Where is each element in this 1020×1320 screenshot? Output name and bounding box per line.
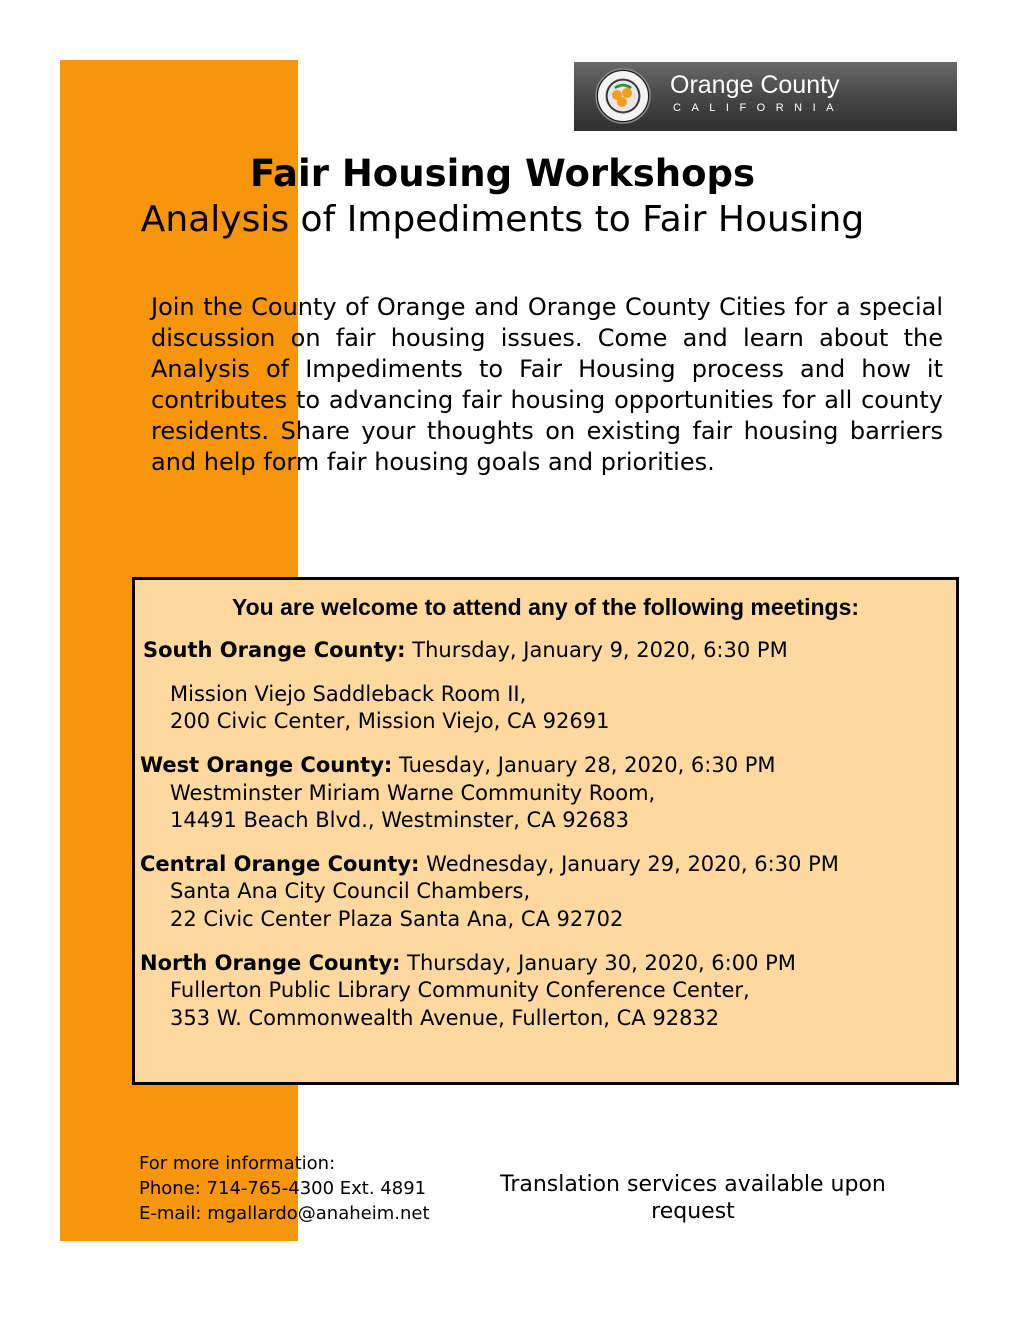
meeting-region: North Orange County:	[140, 951, 401, 975]
translation-note: Translation services available upon request	[500, 1172, 886, 1224]
contact-heading: For more information:	[139, 1153, 336, 1174]
county-seal-icon	[595, 68, 651, 124]
meetings-box	[132, 577, 959, 1085]
contact-info	[139, 1151, 430, 1226]
meeting-west-header	[140, 752, 776, 778]
meeting-address: 353 W. Commonwealth Avenue, Fullerton, CA 92832	[170, 1006, 720, 1030]
meeting-central-header	[140, 851, 839, 877]
logo-county-name: Orange County	[670, 71, 840, 99]
meeting-region: Central Orange County:	[140, 852, 420, 876]
page-subtitle: Analysis of Impediments to Fair Housing	[140, 199, 865, 240]
meeting-address: 22 Civic Center Plaza Santa Ana, CA 92702	[170, 907, 624, 931]
meeting-region: West Orange County:	[140, 753, 393, 777]
meetings-heading: You are welcome to attend any of the following meetings:	[231, 594, 860, 620]
meeting-datetime: Tuesday, January 28, 2020, 6:30 PM	[398, 753, 776, 777]
meeting-datetime: Thursday, January 30, 2020, 6:00 PM	[407, 951, 796, 975]
contact-email: E-mail: mgallardo@anaheim.net	[139, 1203, 430, 1224]
contact-phone: Phone: 714-765-4300 Ext. 4891	[139, 1178, 427, 1199]
intro-paragraph: Join the County of Orange and Orange County Cities for a special discussion on fair housing issues. Come and learn about the Analysis of Impediments to Fair Housing process and how it contributes to advancing fair housing opportunities for all county residents. Share your thoughts on existing fair housing barriers and help form fair housing goals and priorities.	[151, 293, 943, 476]
page-title: Fair Housing Workshops	[249, 152, 756, 195]
meeting-address: 14491 Beach Blvd., Westminster, CA 92683	[170, 808, 630, 832]
meeting-venue: Santa Ana City Council Chambers,	[170, 879, 531, 903]
meeting-south-header	[143, 637, 788, 663]
meeting-datetime: Wednesday, January 29, 2020, 6:30 PM	[426, 852, 839, 876]
meeting-datetime: Thursday, January 9, 2020, 6:30 PM	[412, 638, 788, 662]
meeting-venue: Mission Viejo Saddleback Room II,	[170, 682, 527, 706]
meeting-north-header	[140, 950, 796, 976]
meeting-venue: Westminster Miriam Warne Community Room,	[170, 781, 656, 805]
meeting-venue: Fullerton Public Library Community Conference Center,	[170, 978, 750, 1002]
logo-state-name: CALIFORNIA	[673, 102, 845, 114]
county-logo	[574, 62, 957, 131]
meeting-region: South Orange County:	[143, 638, 406, 662]
meeting-address: 200 Civic Center, Mission Viejo, CA 92691	[170, 709, 610, 733]
